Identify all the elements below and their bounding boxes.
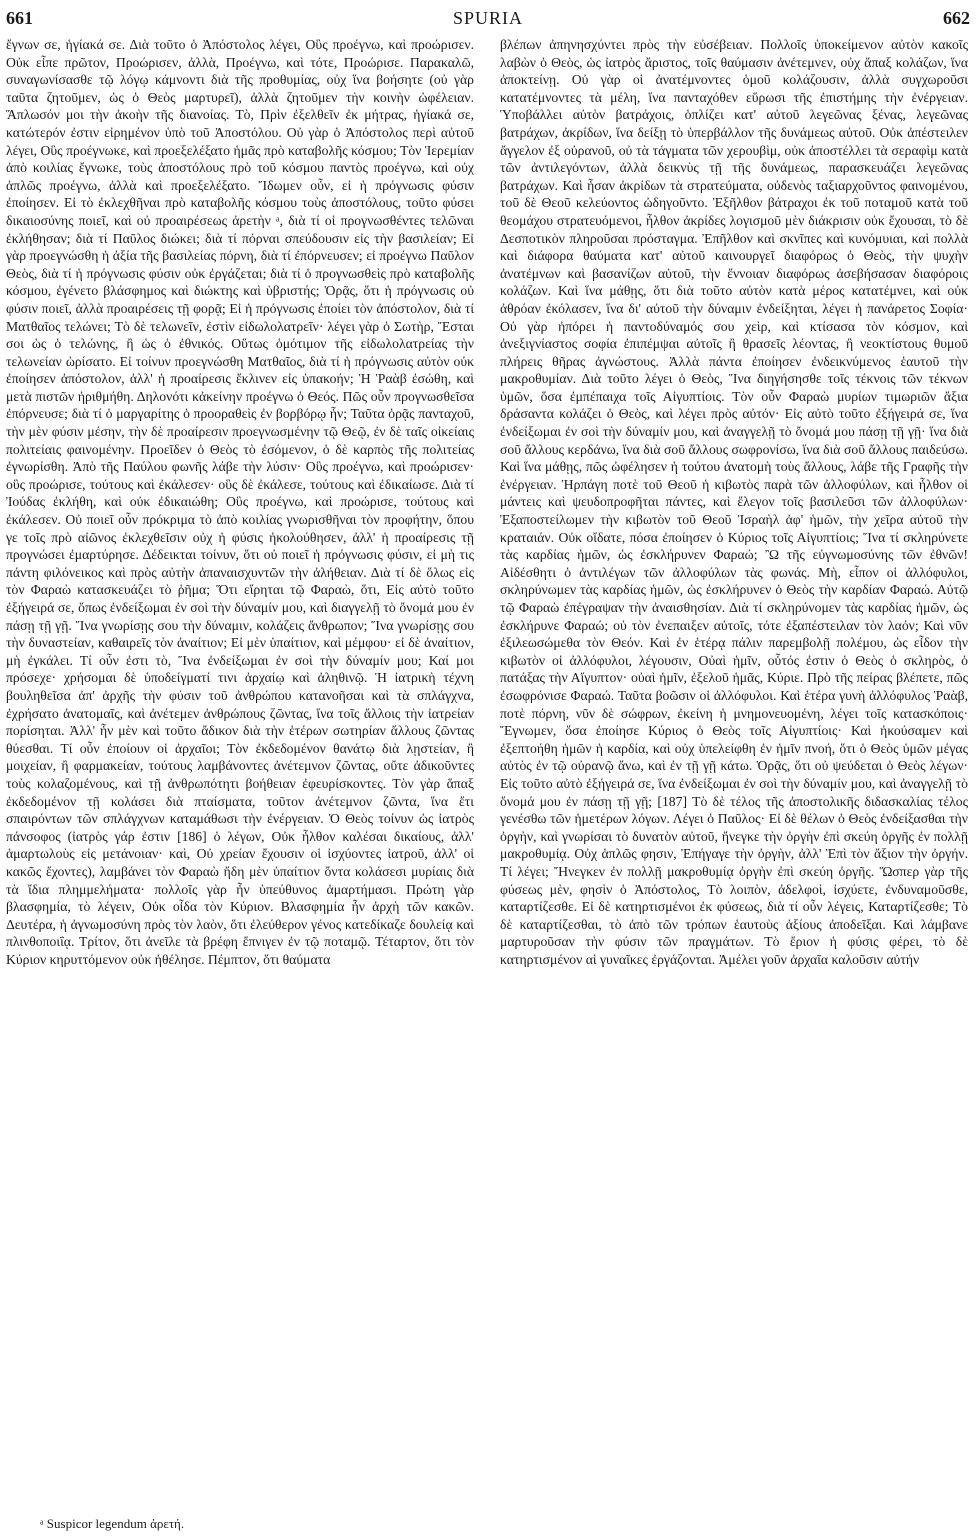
page-number-left: 661 [6, 8, 33, 28]
column-text: βλέπων ἀπηνησχύντει πρὸς τὴν εὐσέβειαν. Πολλοῖς ὑποκείμενον αὐτὸν κακοῖς λαβὼν ὁ Θεὸς, ὡς ἰατρὸς ἄριστος, τοῖς θαύμασιν ἀνέτεμνεν, οὐχ ἅπαξ κολάζων, ἵνα ἀποκτείνῃ. Οὐ γὰρ οἱ ἀνατέμνοντες ὁμοῦ κολάζουσιν, ἀλλὰ συγχωροῦσι κατατέμνοντες τὰ μέλη, ἵνα πανταχόθεν εὕρωσι τῆς ἐπιστήμης τὴν ἐνέργειαν. Ὑποβάλλει αὐτὸν βατράχοις, ὁπλίζει κατ' αὐτοῦ λεγεῶνας ξένας, λεγεῶνας βατράχων, ἀκρίδων, ἵνα δείξῃ τὸ ὑπερβάλλον τῆς δυνάμεως αὐτοῦ. Οὐκ ἀπέστειλεν ἄγγελον ἐξ οὐρανοῦ, οὐ τὰ τάγματα τῶν χερουβὶμ, οὐκ ἀποστέλλει τὰ σεραφὶμ κατὰ τῶν ἀντιλεγόντων, ἀλλὰ δεικνὺς τῇ τῆς δυνάμεως, παρασκευάζει λεγεῶνας βατράχων. Καὶ ἦσαν ἀκρίδων τὰ στρατεύματα, οὐδενὸς ταξιαρχοῦντος φαινομένου, τοῦ δὲ Θεοῦ κελεύοντος ὠδηγοῦντο. Ἐξῆλθον βάτραχοι ἐκ τοῦ ποταμοῦ κατὰ τοῦ θεομάχου στρατευόμενοι, ἦλθον ἀκρίδες λογισμοῦ μὲν διάκρισιν οὐκ ἔχουσαι, τὸ δὲ Δεσποτικὸν πληροῦσαι πρόσταγμα. Ἐπῆλθον καὶ σκνῖπες καὶ κυνόμυιαι, καὶ πολλὰ καὶ διάφορα θαύματα κατ' αὐτοῦ καινουργεῖ διαφόρως ὁ Θεὸς, τὴν ψυχὴν ἀνατέμνων καὶ βασανίζων αὐτοῦ, τὴν ἔννοιαν διαφόρως ἀσεβήσασαν διαφόροις κολάζων. Καὶ ἵνα μάθῃς, ὅτι διὰ τοῦτο αὐτὸν κατὰ μέρος κατατέμνει, καὶ οὐκ ἀθρόαν ἐκόλασεν, ἵνα δι' αὐτοῦ τὴν δύναμιν ἐνδείξηται, λέγει ἡ πανάρετος Σοφία· Οὐ γὰρ ἠπόρει ἡ παντοδύναμός σου χεὶρ, καὶ κτίσασα τὸν κόσμον, καὶ ἀνεξιγνίαστος σοφία ἐπιπέμψαι αὐτοῖς ἢ θρασεῖς λέοντας, ἢ νεοκτίστους θυμοῦ πλήρεις θῆρας ἀγνώστους. Ἀλλὰ πάντα ἐποίησεν ἐνδεικνύμενος ἑαυτοῦ τὴν μακροθυμίαν. Διὰ τοῦτο λέγει ὁ Θεὸς, Ἵνα διηγήσησθε τοῖς τέκνοις τῶν τέκνων ὑμῶν, ὅσα ἐμπέπαιχα τοῖς Αἰγυπτίοις. Τὸν οὖν Φαραὼ μυρίων τιμωριῶν ἄξια δράσαντα κολάζει ὁ Θεὸς, καὶ λέγει πρὸς αὐτόν· Εἰς αὐτὸ τοῦτο ἐξήγειρά σε, ἵνα ἐνδείξωμαι ἐν σοὶ τὴν δύναμίν μου, καὶ ἀναγγελῇ τὸ ὄνομά μου πάσῃ τῇ γῇ· ἵνα διὰ σοῦ ἄλλους κερδάνω, ἵνα διὰ σοῦ ἄλλους σωφρονίσω, ἵνα διὰ σοῦ ἄλλους παιδεύσω. Καὶ ἵνα μάθῃς, πῶς ὠφέλησεν ἡ τούτου ἀνατομὴ τοὺς ἄλλους, λάβε τῆς Γραφῆς τὴν ἐνέργειαν. Ἡρπάγη ποτὲ τοῦ Θεοῦ ἡ κιβωτὸς παρὰ τῶν ἀλλοφύλων, καὶ ἦλθον οἱ μάντεις καὶ ψευδοπροφῆται πάντες, καὶ ἔλεγον τοῖς βασιλεῦσι τῶν ἀλλοφύλων· Ἐξαποστείλωμεν τὴν κιβωτὸν τοῦ Θεοῦ Ἰσραὴλ ἀφ' ἡμῶν, τὴν χεῖρα αὐτοῦ τὴν κραταιάν. Οὐκ οἴδατε, πόσα ἐποίησεν ὁ Κύριος τοῖς Αἰγυπτίοις; Ἵνα τί σκληρύνετε τὰς καρδίας ἡμῶν, ὡς ἐσκλήρυνεν Φαραώ; Ὢ τῆς εὐγνωμοσύνης τῶν ἐθνῶν! Αἰδέσθητι ὁ ἀντιλέγων τῶν ἀλλοφύλων τὰς φωνάς. Μὴ, εἶπον οἱ ἀλλόφυλοι, σκληρύνωμεν τὰς καρδίας ἡμῶν, ὡς ἐσκλήρυνεν ὁ Θεὸς τὴν καρδίαν Φαραώ. Αὐτῷ τῷ Φαραὼ ἐπέγραψαν τὴν ἀναισθησίαν. Διὰ τί σκληρύνομεν τὰς καρδίας ἡμῶν, ὡς ἐσκλήρυνε Φαραώ; οὐ τὸν ἐνεπαιξεν αὐτοῖς, τότε ἐξαπέστειλαν τὸν λαόν; Καὶ νῦν ἐξιλεωσώμεθα τὸν Θεόν. Καὶ ἐν ἑτέρᾳ πάλιν παρεμβολῇ πολέμου, ὡς εἶδον τὴν κιβωτὸν οἱ ἀλλόφυλοι, λέγουσιν, Οὐαὶ ἡμῖν, οὗτός ἐστιν ὁ Θεὸς ὁ σκληρὸς, ὁ πατάξας τὴν Αἴγυπτον· οὐαὶ ἡμῖν, ἐξελοῦ ἡμᾶς, Κύριε. Πρὸ τῆς πείρας βλέπετε, πῶς ἐσωφρόνισε Φαραώ. Ταῦτα βοῶσιν οἱ ἀλλόφυλοι. Καὶ ἑτέρα γυνὴ ἀλλόφυλος Ῥαὰβ, ποτὲ πόρνη, νῦν δὲ σώφρων, ἐκείνη ἡ μνημονευομένη, λέγει τοῖς κατασκόποις· Ἔγνωμεν, ὅσα ἐποίησε Κύριος ὁ Θεὸς τοῖς Αἰγυπτίοις· Καὶ ἠκούσαμεν καὶ ἐξεπτοήθη ἡμῶν ἡ καρδία, καὶ οὐχ ὑπελείφθη ἐν ἡμῖν πνοή, ὅτι ὁ Θεὸς ὑμῶν μέγας αὐτὸς ἐν τῷ οὐρανῷ ἄνω, καὶ ἐν τῇ γῇ κάτω. Ὁρᾷς, ὅτι οὐ ψεύδεται ὁ Θεὸς λέγων· Εἰς τοῦτο αὐτὸ ἐξήγειρά σε, ἵνα ἐνδείξωμαι ἐν σοὶ τὴν δύναμίν μου, καὶ ἀναγγελῇ τὸ ὄνομά μου ἐν πάσῃ τῇ γῇ; [187] Τὸ δὲ τέλος τῆς ἀποστολικῆς διδασκαλίας τέλος γενέσθω τῶν ἡμετέρων λόγων. Λέγει ὁ Παῦλος· Εἰ δὲ θέλων ὁ Θεὸς ἐνδείξασθαι τὴν ὀργὴν, καὶ γνωρίσαι τὸ δυνατὸν αὐτοῦ, ἤνεγκε τὴν ὀργὴν ἐπὶ σκεύη ὀργῆς ἐν πολλῇ μακροθυμίᾳ. Οὐχ ἁπλῶς φησιν, Ἐπήγαγε τὴν ὀργὴν, ἀλλ' Ἐπὶ τὸν ἄξιον τὴν ὀργήν. Τί λέγει; Ἤνεγκεν ἐν πολλῇ μακροθυμίᾳ ὀργὴν ἐπὶ σκεύη ὀργῆς. Ὥσπερ γὰρ τῆς φύσεως μὲν, φησὶν ὁ Ἀπόστολος, Τὸ λοιπὸν, ἀδελφοὶ, ἰσχύετε, ἐνδυναμοῦσθε, καταρτίζεσθε. Εἰ δὲ κατηρτισμένοι ἐκ φύσεως, διὰ τί οὖν λέγεις, Καταρτίζεσθε; Τὸ δὲ καταρτίζεσθαι, τὸ ἀπὸ τῶν τρόπων ἑαυτοὺς ἀξίους ἀποδεῖξαι. Καὶ λάμβανε μαρτυροῦσαν τὴν φύσιν τῶν πραγμάτων. Τὸ ἔριον ἡ φύσις φέρει, τὸ δὲ κατηρτισμένον αἱ γυναῖκες ἐργάζονται. Ἀμέλει γοῦν ἀρχαῖα καλοῦσιν αὐτήν [500, 37, 968, 967]
column-text: ἔγνων σε, ἡγίακά σε. Διὰ τοῦτο ὁ Ἀπόστολος λέγει, Οὓς προέγνω, καὶ προώρισεν. Οὐκ εἶπε πρῶτον, Προώρισεν, ἀλλὰ, Προέγνω, καὶ τότε, Προώρισε. Παρακαλῶ, συναγωνίσασθε τῷ λόγῳ κάμνοντι διὰ τῆς προθυμίας, οὐχ ἵνα βοήσητε (οὐ γὰρ ταῦτα ζητοῦμεν, ὡς ὁ Θεὸς μαρτυρεῖ), ἀλλὰ ζητοῦμεν τὴν κοινὴν ὠφέλειαν. Ἅπλωσόν μοι τὴν ἀκοὴν τῆς διανοίας. Τὸ, Πρὶν ἐξελθεῖν ἐκ μήτρας, ἡγίακά σε, κατώτερόν ἐστιν εἰρημένον ὑπὸ τοῦ Ἀποστόλου. Οὐ γὰρ ὁ Ἀπόστολος περὶ αὐτοῦ λέγει, Οὓς προέγνωκε, καὶ προεξελέξατο ἡμᾶς πρὸ καταβολῆς κόσμου; Τὸν Ἱερεμίαν ἀπὸ κοιλίας ἔγνωκε, τοὺς ἀποστόλους πρὸ τοῦ κόσμου παντὸς προέγνω, καὶ οὐχ ἁπλῶς προέγνω, ἀλλὰ καὶ προεξελέξατο. Ἴδωμεν οὖν, εἰ ἡ πρόγνωσις φύσιν ἐποίησεν. Εἰ τὸ ἐκλεχθῆναι πρὸ καταβολῆς κόσμου τοὺς ἀποστόλους, τοῦτο φύσει δικαιοσύνης ποιεῖ, καὶ οὐ προαιρέσεως ἀρετὴν ᵃ, διὰ τί οἱ προγνωσθέντες τελῶναι ἐκλήθησαν; διὰ τί Παῦλος διώκει; διὰ τί πόρναι σπεύδουσιν εἰς τὴν βασιλείαν; Εἰ γὰρ προεγνώσθη ἡ ἀξία τῆς βασιλείας πόρνη, διὰ τί ἐπόρνευσεν; εἰ προέγνω Παῦλον Θεὸς, διὰ τί ἡ πρόγνωσις φύσιν οὐκ ἐργάζεται; διὰ τί ὁ προγνωσθεὶς πρὸ καταβολῆς κόσμου, ἐγένετο βλάσφημος καὶ διώκτης καὶ ὑβριστής; Ὁρᾷς, ὅτι ἡ πρόγνωσις οὐ φύσιν ποιεῖ, ἀλλὰ προαιρέσεις τῇ φορᾷ; Εἰ ἡ πρόγνωσις ἐποίει τὸν ἀπόστολον, διὰ τί Ματθαῖος τελώνει; Τὸ δὲ τελωνεῖν, ἐστὶν εἰδωλολατρεῖν· λέγει γὰρ ὁ Σωτὴρ, Ἔσται σοι ὡς ὁ τελώνης, ἢ ὡς ὁ ἐθνικός. Οὕτως ὁμότιμον τῆς εἰδωλολατρείας τὴν τελωνείαν ὡρίσατο. Εἰ τοίνυν προεγνώσθη Ματθαῖος, διὰ τί ἡ πρόγνωσις αὐτὸν οὐκ ἐποίησεν ἀπόστολον, ἀλλ' ἡ προαίρεσις ἔκλινεν εἰς ὑπακοήν; Ἡ Ῥαὰβ ἐσώθη, καὶ μετὰ πιστῶν ἠριθμήθη. Δηλονότι κἀκείνην προέγνω ὁ Θεός. Πῶς οὖν προγνωσθεῖσα ἐπόρνευσε; διὰ τί ὁ μαργαρίτης ὁ προοραθεὶς ἐν βορβόρῳ ἦν; Ταῦτα ὁρᾷς πανταχοῦ, τὴν μὲν φύσιν μέσην, τὴν δὲ προαίρεσιν προεγνωσμένην τῷ Θεῷ, ἐν δὲ ταῖς οἰκείαις πολιτείαις φαινομένην. Προεῖδεν ὁ Θεὸς τὸ ἐσόμενον, ὁ δὲ καρπὸς τῆς πολιτείας ἐγνωρίσθη. Ἀπὸ τῆς Παύλου φωνῆς λάβε τὴν λύσιν· Οὓς προέγνω, καὶ προώρισεν· οὓς προώρισε, τούτους καὶ ἐκάλεσεν· οὓς δὲ ἐκάλεσε, τούτους καὶ ἐδικαίωσε. Διὰ τί Ἰούδας ἐκλήθη, καὶ οὐκ ἐδικαιώθη; Οὓς προέγνω, καὶ προώρισε, τούτους καὶ ἐκάλεσεν. Οὐ ποιεῖ οὖν πρόκριμα τὸ ἀπὸ κοιλίας γνωρισθῆναι τὸν προφήτην, ὅπου γε τοῖς πρὸ αἰῶνος ἐκλεχθεῖσιν οὐχ ἡ φύσις ἠκολούθησεν, ἀλλ' ἡ προαίρεσις τῇ προγνώσει ἐμαρτύρησε. Δέδεικται τοίνυν, ὅτι οὐ ποιεῖ ἡ πρόγνωσις φύσιν, εἰ μὴ τις πάντη φιλόνεικος καὶ πρὸς αὐτὴν ἀπαναισχυντῶν τὴν ἀλήθειαν. Διὰ τί δὲ ὅλως εἰς τὸν Φαραὼ κατασκευάζει τὸ ῥῆμα; Ὅτι εἴρηται τῷ Φαραὼ, ὅτι, Εἰς αὐτὸ τοῦτο ἐξήγειρά σε, ὅπως ἐνδείξωμαι ἐν σοὶ τὴν δύναμίν μου, καὶ διαγγελῇ τὸ ὄνομά μου ἐν πάσῃ τῇ γῇ. Ἵνα γνωρίσῃς σου τὴν δύναμιν, κολάζεις ἄνθρωπον; Ἵνα γνωρίσῃς σου τὴν δυναστείαν, καθαιρεῖς τὸν ἀναίτιον; Εἰ μὲν ὑπαίτιον, καὶ μέμφου· εἰ δὲ ἀναίτιον, μὴ ἐγκάλει. Τί οὖν ἐστι τὸ, Ἵνα ἐνδείξωμαι ἐν σοὶ τὴν δύναμίν μου; Καί μοι πρόσεχε· χρήσομαι δὲ ὑποδείγματί τινι ἀρχαίῳ καὶ ἀληθινῷ. Ἡ ἰατρικὴ τέχνη βουληθεῖσα ἀπ' ἀρχῆς τὴν φύσιν τοῦ ἀνθρώπου κατανοῆσαι καὶ τὰ σπλάγχνα, ἐχρήσατο ἀνατομαῖς, καὶ ἀνέτεμεν ἀνθρώπους ζῶντας, ἵνα τοῖς ἄλλοις τὴν ἰατρείαν πορίσηται. Ἀλλ' ἦν μὲν καὶ τοῦτο ἄδικον διὰ τὴν ἑτέρων σωτηρίαν ἄλλους ζῶντας θύεσθαι. Τί οὖν ἐποίουν οἱ ἀρχαῖοι; Τὸν ἐκδεδομένον θανάτῳ διὰ λῃστείαν, ἢ μοιχείαν, ἢ φαρμακείαν, τούτους λαμβάνοντες ἀνέτεμνον ζῶντας, οὔτε ἀδικοῦντες τοὺς κολαζομένους, καὶ τῇ ἀνθρωπότητι βοήθειαν ἐφευρίσκοντες. Τὸν γὰρ ἅπαξ ἐκδεδομένον τῇ κολάσει διὰ πταίσματα, τοῦτον ἀνέτεμνον ζῶντα, ἵνα ἔτι σπαιρόντων τῶν σπλάγχνων καταμάθωσι τὴν ἐνέργειαν. Ὁ Θεὸς τοίνυν ὡς ἰατρὸς πάνσοφος (ἰατρὸς γάρ ἐστιν [186] ὁ λέγων, Οὐκ ἦλθον καλέσαι δικαίους, ἀλλ' ἁμαρτωλοὺς εἰς μετάνοιαν· καὶ, Οὐ χρείαν ἔχουσιν οἱ ἰσχύοντες ἰατροῦ, ἀλλ' οἱ κακῶς ἔχοντες), λαμβάνει τὸν Φαραὼ ἤδη μὲν ὑπαίτιον ὄντα κολάσεσι μυρίαις διὰ τὰ ἴδια πλημμελήματα· πολλοῖς γὰρ ἦν ὑπεύθυνος ἁμαρτήμασι. Πρώτη γὰρ βλασφημία, τὸ λέγειν, Οὐκ οἶδα τὸν Κύριον. Βλασφημία ἦν ἀρχὴ τῶν κακῶν. Δευτέρα, ἡ ἀγνωμοσύνη πρὸς τὸν λαὸν, ὅτι ἐλεύθερον γένος κατεδίκαζε δουλείᾳ καὶ πλινθοποιΐᾳ. Τρίτον, ὅτι ἀνεῖλε τὰ βρέφη ἔπνιγεν ἐν τῷ ποταμῷ. Τέταρτον, ὅτι τὸν Κύριον κηρυττόμενον οὐκ ἠθέλησε. Πέμπτον, ὅτι θαύματα [6, 37, 474, 967]
page-number-right: 662 [943, 8, 970, 28]
page-header [0, 8, 976, 34]
text-column-left [6, 36, 474, 1514]
running-title: SPURIA [452, 8, 524, 28]
text-column-right [500, 36, 968, 1514]
footnote: ᵃ Suspicor legendum ἀρετή. [40, 1516, 185, 1531]
